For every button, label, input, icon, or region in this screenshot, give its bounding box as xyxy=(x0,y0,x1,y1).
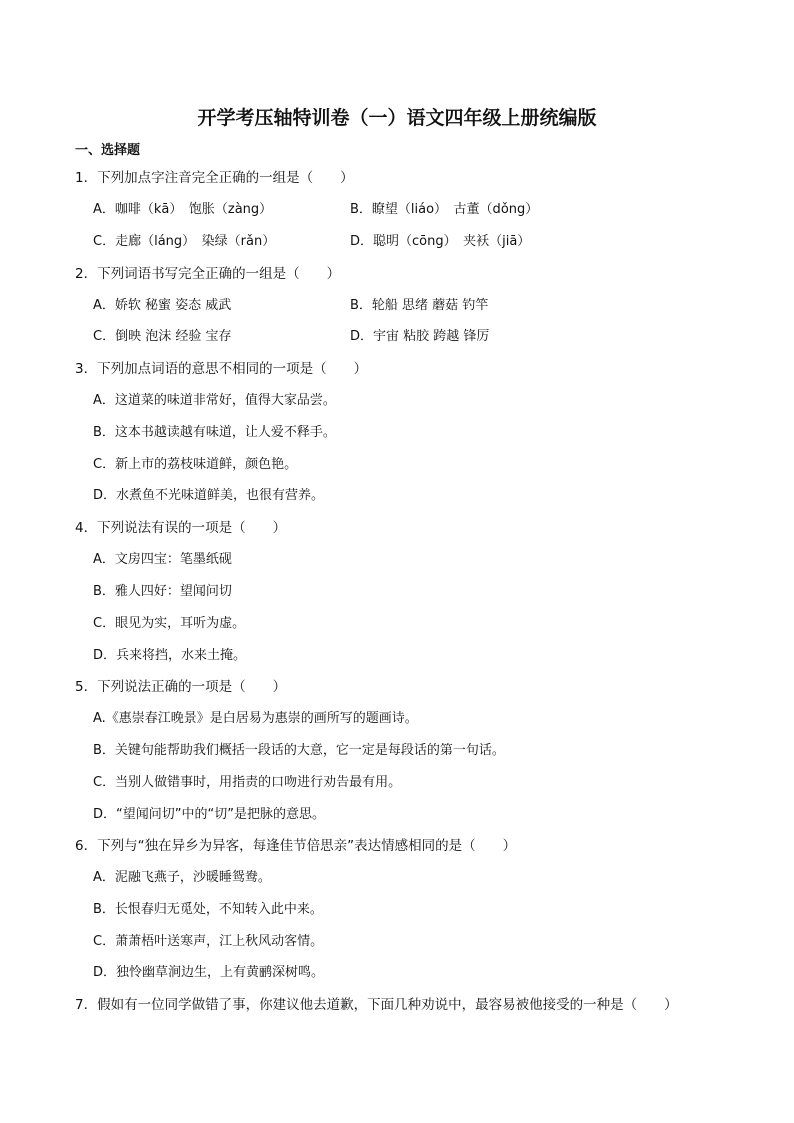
question-2-option-d: D．宇宙 粘胶 跨越 锋厉 xyxy=(350,329,490,344)
question-7-stem: 7．假如有一位同学做错了事，你建议他去道歉，下面几种劝说中，最容易被他接受的一种是（ ） xyxy=(75,997,678,1013)
question-5-option-a: A.《惠崇春江晚景》是白居易为惠崇的画所写的题画诗。 xyxy=(93,711,418,726)
question-4-option-a: A．文房四宝：笔墨纸砚 xyxy=(93,552,232,567)
question-6-option-d: D．独怜幽草涧边生，上有黄鹂深树鸣。 xyxy=(93,965,325,980)
question-6-option-b: B．长恨春归无觅处，不知转入此中来。 xyxy=(93,902,323,917)
question-4-stem: 4．下列说法有误的一项是（ ） xyxy=(75,520,287,536)
question-1-option-b: B．瞭望（liáo） 古董（dǒng） xyxy=(350,202,539,217)
question-3-option-c: C．新上市的荔枝味道鲜，颜色艳。 xyxy=(93,457,298,472)
question-5-option-c: C．当别人做错事时，用指责的口吻进行劝告最有用。 xyxy=(93,775,402,790)
page-title: 开学考压轴特训卷（一）语文四年级上册统编版 xyxy=(197,107,597,129)
question-4-option-b: B．雅人四好：望闻问切 xyxy=(93,584,232,599)
question-2-stem: 2．下列词语书写完全正确的一组是（ ） xyxy=(75,266,341,282)
question-2-option-b: B．轮船 思绪 蘑菇 钓竿 xyxy=(350,298,489,313)
question-4-option-d: D．兵来将挡，水来土掩。 xyxy=(93,648,247,663)
question-2-option-c: C．倒映 泡沫 经验 宝存 xyxy=(93,329,232,344)
question-3-option-d: D．水煮鱼不光味道鲜美，也很有营养。 xyxy=(93,488,325,503)
question-1-option-c: C．走廊（láng） 染绿（rǎn） xyxy=(93,234,276,249)
question-3-option-a: A．这道菜的味道非常好，值得大家品尝。 xyxy=(93,393,336,408)
section-heading: 一、选择题 xyxy=(75,143,141,158)
question-4-option-c: C．眼见为实，耳听为虚。 xyxy=(93,616,246,631)
question-3-option-b: B．这本书越读越有味道，让人爱不释手。 xyxy=(93,425,336,440)
question-1-option-d: D．聪明（cōng） 夹袄（jiā） xyxy=(350,234,531,249)
question-3-stem: 3．下列加点词语的意思不相同的一项是（ ） xyxy=(75,361,368,377)
question-5-stem: 5．下列说法正确的一项是（ ） xyxy=(75,679,287,695)
question-6-option-c: C．萧萧梧叶送寒声，江上秋风动客情。 xyxy=(93,934,324,949)
question-1-option-a: A．咖啡（kā） 饱胀（zàng） xyxy=(93,202,273,217)
question-6-option-a: A．泥融飞燕子，沙暖睡鸳鸯。 xyxy=(93,870,271,885)
question-6-stem: 6．下列与“独在异乡为异客，每逢佳节倍思亲”表达情感相同的是（ ） xyxy=(75,838,517,854)
question-5-option-d: D．“望闻问切”中的“切”是把脉的意思。 xyxy=(93,807,325,822)
question-2-option-a: A．娇软 秘蜜 姿态 威武 xyxy=(93,298,232,313)
question-5-option-b: B．关键句能帮助我们概括一段话的大意，它一定是每段话的第一句话。 xyxy=(93,743,505,758)
question-1-stem: 1．下列加点字注音完全正确的一组是（ ） xyxy=(75,170,354,186)
